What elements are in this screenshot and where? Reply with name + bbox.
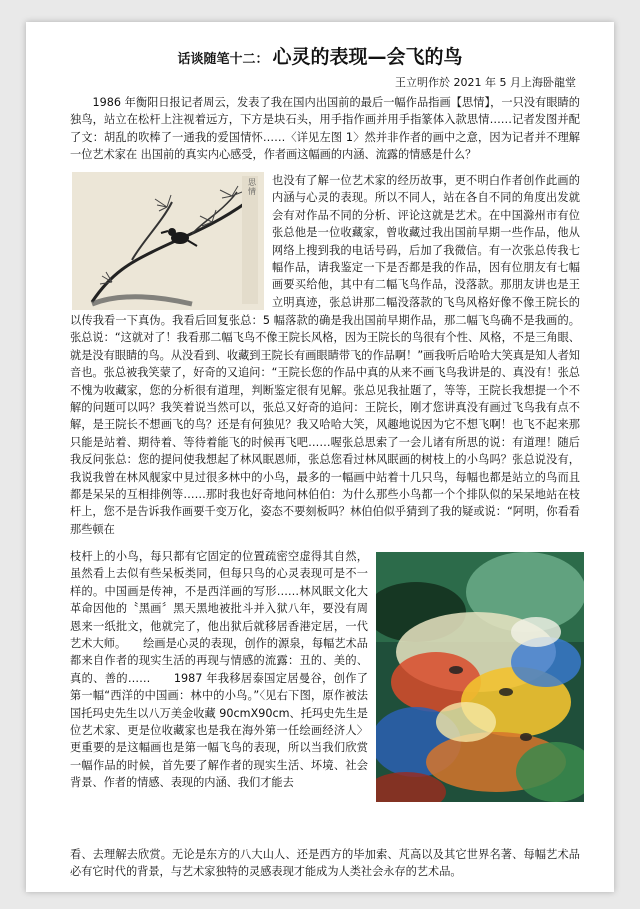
ink-painting-graphic [72,172,264,310]
ink-painting-bird-on-pine [72,172,264,310]
oil-painting-birds-in-forest [376,552,584,802]
paragraph-2: 也没有了解一位艺术家的经历故事，更不明白作者创作此画的内涵与心灵的表现。所以不同人，站在各自不同的角度出发就会有对作品不同的分析、评论这就是艺术。在中国滁州市有位张总他是一位收藏家，曾收藏过我出国前早期一些作品，他从网络上搜到我的电话号码，后加了我微信。有一次张总传我七幅作品，请我鉴定一下是否都是我的作品，因有位朋友有七幅画要买给他，其中有二幅飞鸟作品，没落款。那朋友讲也是王立明真迹，张总讲那二幅没落款的飞鸟风格好像不像王院长的 [272,174,580,309]
paragraph-5: 看、去理解去欣赏。无论是东方的八大山人、还是西方的毕加索、芃高以及其它世界名著、每幅艺术品必有它时代的背景，与艺术家独特的灵感表现才能成为人类社会永存的艺术品。 [70,848,580,879]
painting-caption: 思情 [248,178,256,196]
title-main: 心灵的表现—会飞的鸟 [272,46,463,68]
oil-painting-graphic [376,552,584,802]
title-series: 话谈随笔十二： [177,52,269,67]
byline: 王立明作於 2021 年 5 月上海卧龍堂 [395,76,576,89]
paragraph-1: 1986 年衡阳日报记者周云，发表了我在国内出国前的最后一幅作品指画【思情】，一只没有眼睛的独鸟，站立在松杆上注视着远方，下方是块石头，用手指作画并用手指篆体入款思情……记者发图并配了文：胡乱的吹棒了一通我的爱国情怀……〈详见左图 1〉然并非作者的画中之意，因为记者并不理解一位艺术家在 出国前的真实内心感受，作者画这幅画的内涵、流露的情感是什么？ [70,96,580,162]
document-page [26,22,614,892]
article-title [26,42,614,69]
paragraph-4: 枝杆上的小鸟，每只都有它固定的位置疏密空虚得其自然，虽然看上去似有些呆板类同，但每只鸟的心灵表现可是不一样的。中国画是传神，不是西洋画的写形……林风眠文化大革命因他的〝黑画〞黑天黑地被批斗并入狱八年，要没有周恩来一纸批文，他就完了，他出狱后就移居香港定居，一代艺术大师。 绘画是心灵的表现，创作的源泉，每幅艺术品都来自作者的现实生活的再现与情感的流露：丑的、美的、真的、善的…… 1987 年我移居泰国定居曼谷，创作了第一幅“西洋的中国画：林中的小鸟。”〈见右下图，原作被法国托玛史先生以八万美金收藏 90cmX90cm、托玛史先生是位艺术家、更是位收藏家也是我在海外第一任绘画经济人〉更重要的是这幅画也是第一幅飞鸟的表现，所以当我们欣赏一幅作品的时候，首先要了解作者的现实生活、坏境、社会背景、作者的情感、表现的内涵、我们才能去 [70,550,368,790]
paragraph-3: 以传我看一下真伪。我看后回复张总：5 幅落款的确是我出国前早期作品，那二幅飞鸟确不是我画的。张总说：“这就对了！我看那二幅飞鸟不像王院长风格，因为王院长的鸟很有个性、风格，不是三角眼、就是没有眼睛的鸟。从没看到、收藏到王院长有画眼睛带飞的作品啊！”画我听后哈哈大笑真是知人者知音也。张总被我笑蒙了，好奇的又追问：“王院长您的作品中真的从来不画飞鸟我讲是的、真没有！张总不愧为收藏家，您的分析很有道理，判断鉴定很有见解。张总见我扯题了，等等，王院长我想提一个不解的问题可以吗？我笑着说当然可以，张总又好奇的追问：王院长，刚才您讲真没有画过飞鸟我有点不解，是王院长不想画飞的鸟？还是有何独见？我又哈哈大笑，风趣地说因为它不想飞啊！也飞不起来那只能是站着、期待着、等待着能飞的时候再飞吧……喔张总思索了一会儿诸有所思的说：有道理！随后我反问张总：您的提问使我想起了林风眠恩师，张总您看过林风眠画的树枝上的小鸟吗？张总说没有，我说我曾在林风舰家中見过很多林中的小鸟，最多的一幅画中站着十几只鸟，每幅也都是站立的鸟而且都是呆呆的互相排例等……那时我也好奇地问林伯伯：为什么那些小鸟都一个个排队似的呆呆地站在枝杆上，您不是告诉我作画要千变万化，姿态不要刻板吗？林伯伯似乎猜到了我的疑或说：“阿明，你看看那些顿在 [70,314,580,536]
